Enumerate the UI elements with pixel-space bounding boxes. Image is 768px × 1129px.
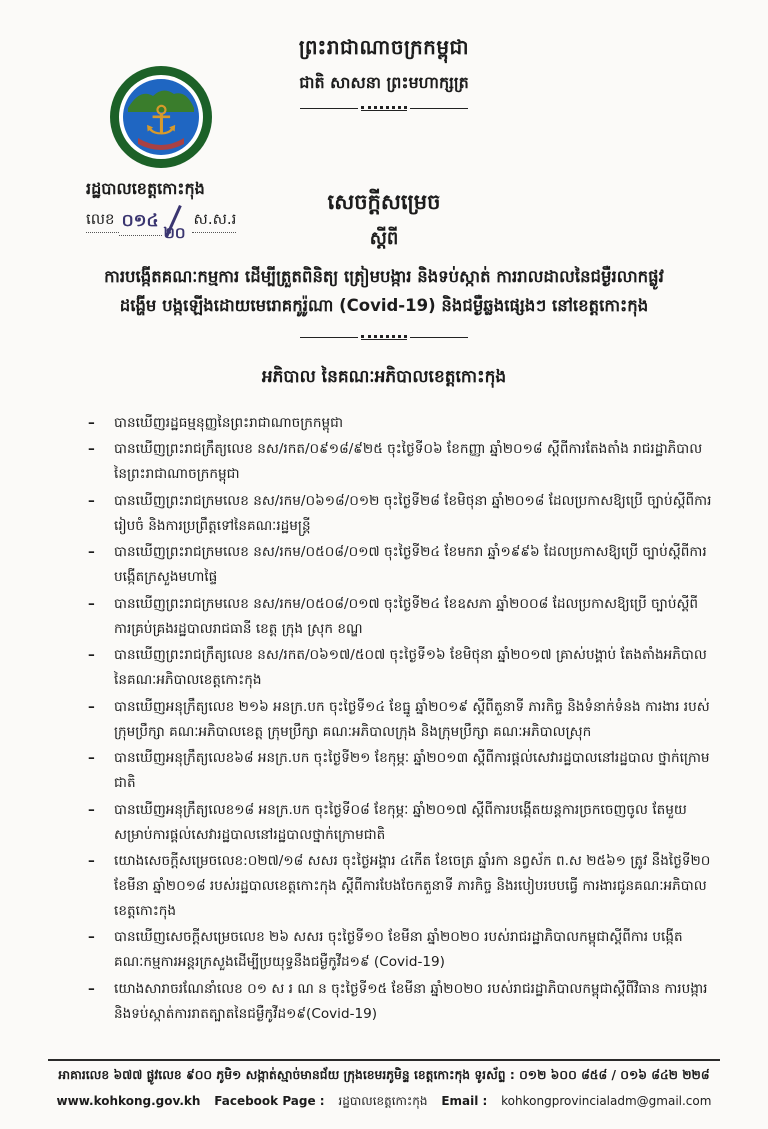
footer-facebook-label: Facebook Page : [214, 1094, 325, 1108]
reference-denominator-handwritten: ២០ [163, 224, 186, 242]
kingdom-motto: ជាតិ សាសនា ព្រះមហាក្សត្រ [299, 73, 469, 92]
preamble-item [88, 540, 712, 589]
dash-marker: – [88, 980, 95, 997]
reference-number-handwritten: ០១៤ [119, 210, 162, 236]
footer-email: kohkongprovincialadm@gmail.com [501, 1094, 712, 1108]
preamble-item-text: បានឃើញអនុក្រឹត្យលេខ១៨ អនក្រ.បក ចុះថ្ងៃទី០៨ ខែកុម្ភៈ ឆ្នាំ២០១៧ ស្តីពីការបង្កើតយន្តការច្រកចេញចូល តែមួយសម្រាប់ការផ្តល់សេវារដ្ឋបាលនៅរដ្ឋបាលថ្នាក់ក្រោមជាតិ [114, 801, 687, 843]
preamble-item-text: យោងសេចក្តីសម្រេចលេខ:០២៧/១៨ សសរ ចុះថ្ងៃអង្គារ ៤កើត ខែចេត្រ ឆ្នាំរកា នព្វស័ក ព.ស ២៥៦១ ត្រូវ នឹងថ្ងៃទី២០ ខែមីនា ឆ្នាំ២០១៨ របស់រដ្ឋបាលខេត្តកោះកុង ស្តីពីការបែងចែកតួនាទី ភារកិច្ច និងរបៀបរបបធ្វើ ការងារជូនគណៈអភិបាលខេត្តកោះកុង [114, 853, 711, 919]
dash-marker: – [88, 492, 95, 509]
preamble-item-text: បានឃើញព្រះរាជក្រមលេខ នស/រកម/០៥០៨/០១៧ ចុះថ្ងៃទី២៤ ខែមករា ឆ្នាំ១៩៩៦ ដែលប្រកាសឱ្យប្រើ ច្បាប់ស្តីពីការបង្កើតក្រសួងមហាផ្ទៃ [114, 544, 707, 586]
footer-facebook-page: រដ្ឋបាលខេត្តកោះកុង [338, 1094, 428, 1108]
preamble-item [88, 746, 712, 795]
preamble-item-text: បានឃើញសេចក្តីសម្រេចលេខ ២៦ សសរ ចុះថ្ងៃទី១០ ខែមីនា ឆ្នាំ២០២០ របស់រាជរដ្ឋាភិបាលកម្ពុជាស្តីពីការ បង្កើតគណៈកម្មការអន្តរក្រសួងដើម្បីប្រយុទ្ធនឹងជម្ងឺកូវីដ១៩ (Covid-19) [114, 929, 683, 971]
title-divider-ornament [0, 335, 768, 340]
ornament-line-left [300, 108, 358, 109]
decision-subject [0, 263, 768, 321]
footer-contacts [48, 1093, 720, 1111]
preamble-item [88, 643, 712, 692]
preamble-item [88, 411, 712, 436]
administration-name: រដ្ឋបាលខេត្តកោះកុង [86, 179, 205, 198]
preamble-item-text: បានឃើញព្រះរាជក្រឹត្យលេខ នស/រកត/០៦១៧/៥០៧ ចុះថ្ងៃទី១៦ ខែមិថុនា ឆ្នាំ២០១៧ គ្រាស់បង្គាប់ តែងតាំងអភិបាល នៃគណៈអភិបាលខេត្តកោះកុង [114, 647, 707, 689]
footer-website: www.kohkong.gov.kh [56, 1094, 201, 1108]
preamble-item-text: យោងសារាចរណែនាំលេខ ០១ ស រ ណ ន ចុះថ្ងៃទី១៥ ខែមីនា ឆ្នាំ២០២០ របស់រាជរដ្ឋាភិបាលកម្ពុជាស្តីពីវិធាន ការបង្ការ និងទប់ស្កាត់ការរាតត្បាតនៃជម្ងឺកូវីដ១៩(Covid-19) [114, 980, 708, 1022]
issuer-line: អភិបាល នៃគណៈអភិបាលខេត្តកោះកុង [261, 366, 507, 387]
preamble-item [88, 592, 712, 641]
footer-email-label: Email : [441, 1094, 488, 1108]
anchor-icon: ⚓ [143, 98, 179, 144]
dash-marker: – [88, 414, 95, 431]
preamble-item-text: បានឃើញព្រះរាជក្រមលេខ នស/រកម/០៥០៨/០១៧ ចុះថ្ងៃទី២៤ ខែឧសភា ឆ្នាំ២០០៨ ដែលប្រកាសឱ្យប្រើ ច្បាប់ស្តីពីការគ្រប់គ្រងរដ្ឋបាលរាជធានី ខេត្ត ក្រុង ស្រុក ខណ្ឌ [114, 595, 699, 637]
reference-number-line [86, 210, 316, 244]
dash-marker: – [88, 853, 95, 870]
dash-marker: – [88, 801, 95, 818]
preamble-item-text: បានឃើញអនុក្រឹត្យលេខ៦៨ អនក្រ.បក ចុះថ្ងៃទី២១ ខែកុម្ភៈ ឆ្នាំ២០១៣ ស្តីពីការផ្តល់សេវារដ្ឋបាលនៅរដ្ឋបាល ថ្នាក់ក្រោមជាតិ [114, 750, 710, 792]
page-footer [48, 1059, 720, 1111]
preamble-item [88, 437, 712, 486]
dash-marker: – [88, 929, 95, 946]
dash-marker: – [88, 595, 95, 612]
ornament-knot [361, 335, 407, 340]
preamble-item [88, 798, 712, 847]
decision-title: សេចក្តីសម្រេច [327, 190, 441, 214]
reference-code: ស.ស.រ [192, 210, 237, 233]
preamble-item [88, 489, 712, 538]
preamble-item [88, 925, 712, 974]
preamble-item-text: បានឃើញរដ្ឋធម្មនុញ្ញនៃព្រះរាជាណាចក្រកម្ពុជា [114, 414, 344, 431]
footer-address: អាគារលេខ ៦៧៧ ផ្លូវលេខ ៩០០ ភូមិ១ សង្កាត់ស្មាច់មានជ័យ ក្រុងខេមរភូមិន្ទ ខេត្តកោះកុង ទូរស័ព្ទ : ០១២ ៦០០ ៨៥៨ / ០១៦ ៨៤២ ២២៨ [58, 1068, 710, 1082]
preamble-item-text: បានឃើញព្រះរាជក្រមលេខ នស/រកម/០៦១៨/០១២ ចុះថ្ងៃទី២៨ ខែមិថុនា ឆ្នាំ២០១៨ ដែលប្រកាសឱ្យប្រើ ច្បាប់ស្តីពីការរៀបចំ និងការប្រព្រឹត្តទៅនៃគណៈរដ្ឋមន្ត្រី [114, 492, 712, 534]
letterhead-block [86, 178, 316, 244]
dash-marker: – [88, 750, 95, 767]
preamble-list [88, 411, 712, 1027]
ornament-line-left [300, 337, 358, 338]
ornament-knot [361, 106, 407, 111]
dash-marker: – [88, 441, 95, 458]
dash-marker: – [88, 698, 95, 715]
ornament-line-right [410, 337, 468, 338]
preamble-item [88, 695, 712, 744]
reference-number-label: លេខ [86, 210, 119, 233]
seal-svg [108, 64, 214, 170]
decision-subject-line1: ការបង្កើតគណៈកម្មការ ដើម្បីត្រួតពិនិត្យ ត្រៀមបង្ការ និងទប់ស្កាត់ ការរាលដាលនៃជម្ងឺរលាកផ្លូវ [104, 267, 664, 286]
reference-number-fraction [162, 210, 192, 244]
dash-marker: – [88, 647, 95, 664]
preamble-item-text: បានឃើញព្រះរាជក្រឹត្យលេខ នស/រកត/០៩១៨/៩២៥ ចុះថ្ងៃទី០៦ ខែកញ្ញា ឆ្នាំ២០១៨ ស្តីពីការតែងតាំង រាជរដ្ឋាភិបាលនៃព្រះរាជាណាចក្រកម្ពុជា [114, 441, 703, 483]
decision-subject-line2: ដង្ហើម បង្កឡើងដោយមេរោគកូរ៉ូណា (Covid-19) និងជម្ងឺឆ្លងផ្សេងៗ នៅខេត្តកោះកុង [119, 295, 649, 315]
preamble-item [88, 849, 712, 923]
dash-marker: – [88, 544, 95, 561]
ornament-line-right [410, 108, 468, 109]
preamble-item-text: បានឃើញអនុក្រឹត្យលេខ ២១៦ អនក្រ.បក ចុះថ្ងៃទី១៤ ខែធ្នូ ឆ្នាំ២០១៩ ស្តីពីតួនាទី ភារកិច្ច និងទំនាក់ទំនង ការងារ របស់ក្រុមប្រឹក្សា គណៈអភិបាលខេត្ត ក្រុមប្រឹក្សា គណៈអភិបាលក្រុង និងក្រុមប្រឹក្សា គណៈអភិបាលស្រុក [114, 698, 710, 740]
preamble-item [88, 977, 712, 1026]
koh-kong-provincial-seal-icon [108, 64, 214, 170]
kingdom-title: ព្រះរាជាណាចក្រកម្ពុជា [298, 35, 470, 59]
decision-regarding: ស្តីពី [369, 228, 399, 249]
